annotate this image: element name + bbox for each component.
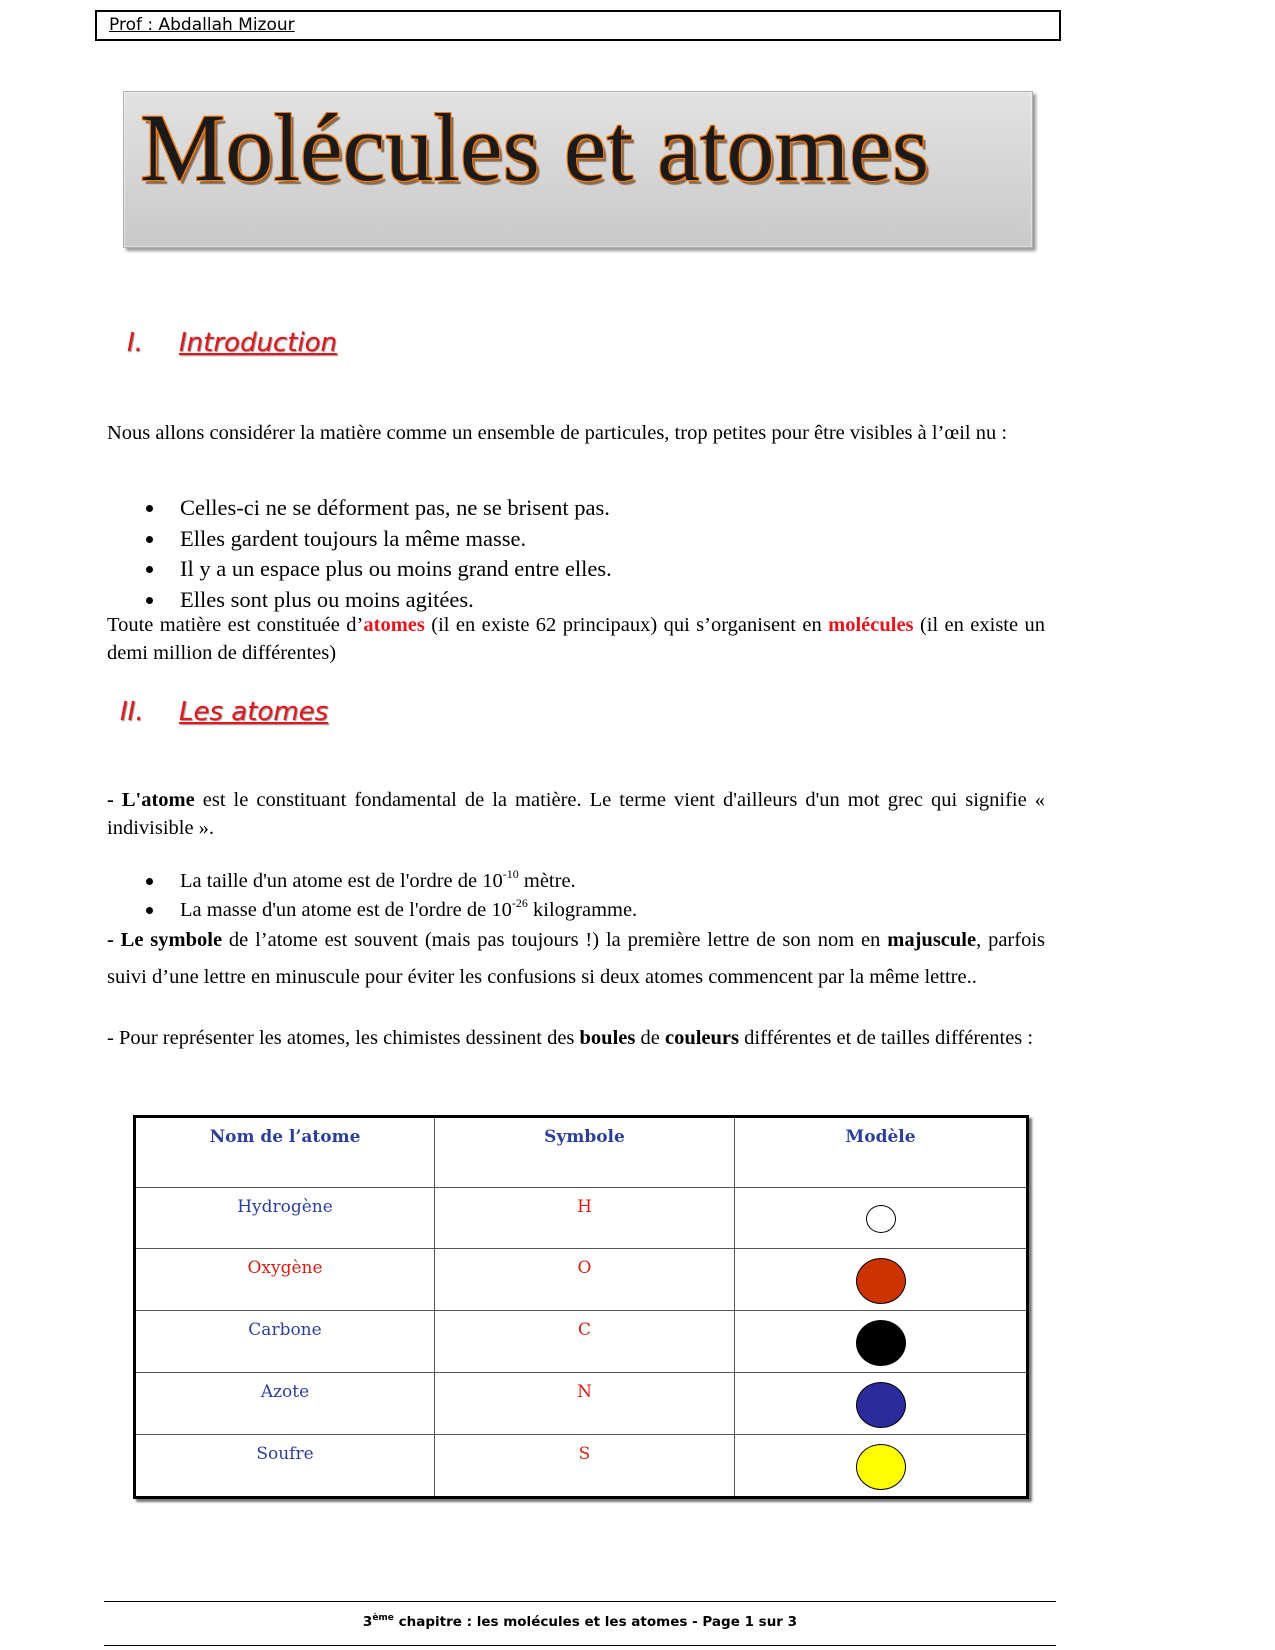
atom-ball-icon [856, 1382, 906, 1428]
table-row [135, 1311, 1028, 1373]
atom-symbol: N [435, 1373, 735, 1435]
exponent: -10 [502, 867, 519, 881]
exponent: -26 [511, 896, 528, 910]
section-title: Introduction [179, 328, 338, 358]
header-model: Modèle [735, 1117, 1028, 1188]
atom-model [735, 1249, 1028, 1311]
keyword-boules: boules [579, 1027, 636, 1049]
atom-ball-icon [856, 1320, 906, 1366]
text-run: mètre. [518, 870, 576, 892]
list-item: Elles sont plus ou moins agitées. [107, 585, 1007, 616]
atom-symbol: H [435, 1188, 735, 1249]
atom-name: Soufre [135, 1435, 435, 1498]
keyword-majuscule: majuscule [887, 929, 977, 951]
text-run: , parfois suivi d’une lettre en minuscule pour éviter les confusions si deux atomes commencent par la même lettre.. [107, 929, 1045, 988]
text-run: La taille d'un atome est de l'ordre de 10 [180, 870, 503, 892]
text-run: - Pour représenter les atomes, les chimistes dessinent des [107, 1027, 580, 1049]
page-title: Molécules et atomes [140, 94, 930, 201]
table-header-row [135, 1117, 1028, 1188]
atom-facts-list [107, 867, 1007, 925]
text-run: kilogramme. [527, 899, 638, 921]
atom-name: Hydrogène [135, 1188, 435, 1249]
keyword-molecules: molécules [828, 614, 914, 636]
text-run: Toute matière est constituée d’ [107, 614, 364, 636]
section-number: II. [120, 697, 144, 727]
atom-model [735, 1373, 1028, 1435]
table-row [135, 1373, 1028, 1435]
header-box [95, 10, 1061, 41]
page-footer [104, 1614, 1056, 1630]
atom-definition [107, 786, 1045, 842]
keyword-symbole: - Le symbole [107, 929, 223, 951]
atom-symbol: O [435, 1249, 735, 1311]
list-item: Celles-ci ne se déforment pas, ne se brisent pas. [107, 493, 1007, 524]
text-run: de [635, 1027, 665, 1049]
header-name: Nom de l’atome [135, 1117, 435, 1188]
keyword-couleurs: couleurs [664, 1027, 739, 1049]
table-row [135, 1188, 1028, 1249]
matter-paragraph [107, 611, 1045, 667]
list-item [107, 896, 1007, 925]
list-item: Elles gardent toujours la même masse. [107, 524, 1007, 555]
footer-text: chapitre : les molécules et les atomes - Page 1 sur 3 [393, 1614, 798, 1630]
list-item [107, 867, 1007, 896]
intro-paragraph: Nous allons considérer la matière comme un ensemble de particules, trop petites pour être visibles à l’œil nu : [107, 422, 1008, 444]
table-row [135, 1435, 1028, 1498]
text-run: - [107, 789, 122, 811]
atom-ball-icon [866, 1205, 896, 1233]
atom-model [735, 1188, 1028, 1249]
atom-name: Carbone [135, 1311, 435, 1373]
table-row [135, 1249, 1028, 1311]
atom-ball-icon [856, 1444, 906, 1490]
atom-name: Azote [135, 1373, 435, 1435]
atom-symbol: S [435, 1435, 735, 1498]
list-item: Il y a un espace plus ou moins grand entre elles. [107, 554, 1007, 585]
text-run: (il en existe un demi million de différentes) [107, 614, 1045, 664]
text-run: est le constituant fondamental de la matière. Le terme vient d'ailleurs d'un mot grec qui signifie « indivisible ». [107, 789, 1045, 839]
text-run: La masse d'un atome est de l'ordre de 10 [180, 899, 512, 921]
atom-name: Oxygène [135, 1249, 435, 1311]
footer-divider [104, 1601, 1056, 1602]
symbol-paragraph [107, 922, 1045, 995]
atom-model [735, 1435, 1028, 1498]
section-title: Les atomes [179, 697, 329, 727]
atom-ball-icon [856, 1258, 906, 1304]
text-run: (il en existe 62 principaux) qui s’organisent en [424, 614, 829, 636]
atom-model [735, 1311, 1028, 1373]
footer-divider [104, 1645, 1056, 1646]
text-run: de l’atome est souvent (mais pas toujours !) la première lettre de son nom en [222, 929, 888, 951]
intro-bullet-list [107, 493, 1007, 615]
atom-symbol: C [435, 1311, 735, 1373]
atoms-table [133, 1115, 1029, 1499]
section-number: I. [127, 328, 143, 358]
chapter-ordinal: ème [372, 1613, 394, 1623]
text-run: différentes et de tailles différentes : [739, 1027, 1034, 1049]
author-label: Prof : Abdallah Mizour [109, 15, 295, 35]
keyword-atomes: atomes [363, 614, 425, 636]
chapter-number: 3 [362, 1614, 373, 1630]
header-symbol: Symbole [435, 1117, 735, 1188]
keyword-atome: L'atome [121, 789, 195, 811]
model-paragraph [107, 1024, 1045, 1052]
